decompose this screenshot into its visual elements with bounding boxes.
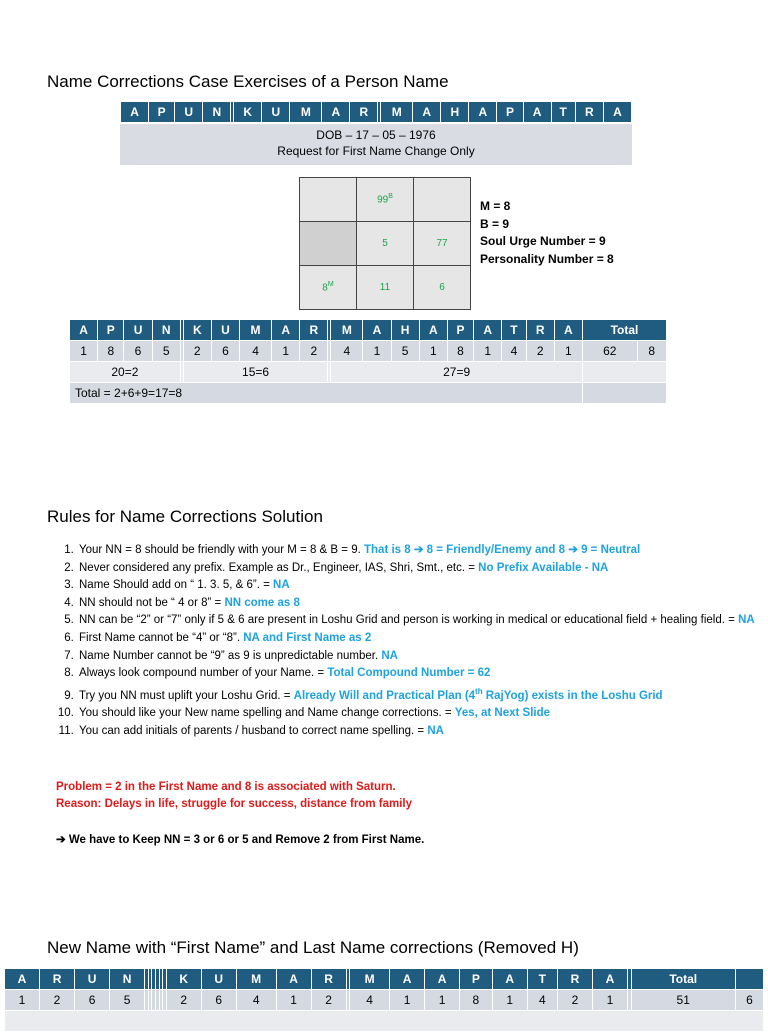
new-name-calculation-table bbox=[4, 968, 764, 1032]
value-cell: 4 bbox=[331, 341, 363, 362]
problem-note bbox=[56, 779, 412, 813]
rules-list bbox=[47, 542, 768, 740]
name-calculation-table bbox=[69, 319, 667, 404]
header-cell: A bbox=[474, 320, 502, 341]
rule-text: Name Number cannot be “9” as 9 is unpredictable number. bbox=[79, 649, 382, 662]
loshu-cell: $8^M$ bbox=[300, 266, 357, 310]
value-cell: 5 bbox=[110, 990, 145, 1011]
value-cell: 1 bbox=[554, 341, 582, 362]
value-cell: 6 bbox=[201, 990, 236, 1011]
loshu-cell bbox=[300, 178, 357, 222]
m-number: M = 8 bbox=[480, 199, 511, 213]
name-letter-cell: A bbox=[121, 102, 149, 123]
value-cell: 2 bbox=[183, 341, 211, 362]
name-letter-cell: M bbox=[381, 102, 413, 123]
rule-note: Already Will and Practical Plan (4th RajYog) exists in the Loshu Grid bbox=[293, 686, 663, 702]
name-letter-cell: P bbox=[149, 102, 175, 123]
value-cell: 2 bbox=[557, 990, 592, 1011]
rule-item bbox=[77, 595, 768, 613]
rule-note: NA and First Name as 2 bbox=[243, 631, 372, 644]
header-cell: A bbox=[276, 969, 311, 990]
rule-text: NN can be “2” or “7” only if 5 & 6 are present in Loshu Grid and person is working in medical or educational field + healing field. = bbox=[79, 614, 739, 627]
rule-text: You can add initials of parents / husband to correct name spelling. = bbox=[79, 724, 428, 737]
soul-urge-number: Soul Urge Number = 9 bbox=[480, 234, 606, 248]
value-cell: 5 bbox=[152, 341, 180, 362]
name-letter-cell: A bbox=[322, 102, 350, 123]
value-cell: 1 bbox=[5, 990, 40, 1011]
name-letter-cell: U bbox=[262, 102, 290, 123]
header-cell: H bbox=[391, 320, 419, 341]
header-cell: A bbox=[492, 969, 527, 990]
header-cell: A bbox=[390, 969, 425, 990]
new-name-title: New Name with “First Name” and Last Name corrections (Removed H) bbox=[47, 938, 579, 957]
header-cell: R bbox=[311, 969, 346, 990]
rule-note: NN come as 8 bbox=[224, 596, 300, 609]
value-cell: 4 bbox=[502, 341, 526, 362]
header-cell: R bbox=[557, 969, 592, 990]
header-cell: U bbox=[201, 969, 236, 990]
keep-note bbox=[56, 832, 424, 846]
value-cell: 1 bbox=[592, 990, 627, 1011]
name-letter-cell: P bbox=[497, 102, 523, 123]
rule-item bbox=[77, 705, 768, 723]
middle-name-sum: 15=6 bbox=[183, 362, 328, 383]
name-letter-cell: H bbox=[441, 102, 469, 123]
value-cell: 2 bbox=[40, 990, 75, 1011]
rule-text: Never considered any prefix. Example as Dr., Engineer, IAS, Shri, Smt., etc. = bbox=[79, 561, 479, 574]
problem-text: Problem = 2 in the First Name and 8 is associated with Saturn. bbox=[56, 781, 396, 793]
value-cell: 8 bbox=[460, 990, 493, 1011]
name-letter-cell: R bbox=[575, 102, 603, 123]
value-cell: 62 bbox=[582, 341, 637, 362]
value-cell: 1 bbox=[425, 990, 460, 1011]
first-name-sum: 20=2 bbox=[70, 362, 181, 383]
value-cell: 1 bbox=[363, 341, 391, 362]
value-cell: 2 bbox=[311, 990, 346, 1011]
last-name-sum: 27=9 bbox=[331, 362, 583, 383]
rule-note: That is 8 ➔ 8 = Friendly/Enemy and 8 ➔ 9 = Neutral bbox=[364, 544, 641, 556]
name-letter-cell: K bbox=[234, 102, 262, 123]
loshu-cell: $99^B$ bbox=[357, 178, 414, 222]
value-cell: 1 bbox=[70, 341, 98, 362]
header-cell: K bbox=[166, 969, 201, 990]
value-cell: 5 bbox=[391, 341, 419, 362]
rule-item bbox=[77, 542, 768, 560]
header-cell: T bbox=[527, 969, 557, 990]
rule-note: Total Compound Number = 62 bbox=[327, 667, 491, 680]
header-cell: A bbox=[419, 320, 447, 341]
keep-text: We have to Keep NN = 3 or 6 or 5 and Remove 2 from First Name. bbox=[68, 834, 425, 846]
loshu-cell: 11 bbox=[357, 266, 414, 310]
b-number: B = 9 bbox=[480, 216, 510, 231]
value-cell: 8 bbox=[447, 341, 473, 362]
value-cell: 1 bbox=[419, 341, 447, 362]
rule-note: NA bbox=[273, 579, 290, 592]
header-cell: M bbox=[350, 969, 390, 990]
rule-item bbox=[77, 723, 768, 741]
rule-item bbox=[77, 577, 768, 595]
header-cell: A bbox=[425, 969, 460, 990]
rule-item bbox=[77, 648, 768, 666]
reason-text: Reason: Delays in life, struggle for success, distance from family bbox=[56, 798, 412, 810]
header-cell: A bbox=[363, 320, 391, 341]
value-cell: 4 bbox=[236, 990, 276, 1011]
header-cell: A bbox=[272, 320, 300, 341]
rule-note: Yes, at Next Slide bbox=[454, 707, 551, 720]
rule-text: Always look compound number of your Name. = bbox=[79, 667, 328, 680]
dob-text: DOB – 17 – 05 – 1976 bbox=[316, 128, 436, 142]
rule-item bbox=[77, 612, 768, 630]
name-letter-cell: R bbox=[350, 102, 378, 123]
header-cell: R bbox=[300, 320, 328, 341]
header-cell: A bbox=[5, 969, 40, 990]
rule-text: First Name cannot be “4” or “8”. bbox=[79, 631, 244, 644]
rule-item bbox=[77, 683, 768, 705]
header-cell: P bbox=[447, 320, 473, 341]
header-cell: T bbox=[502, 320, 526, 341]
loshu-cell bbox=[300, 222, 357, 266]
value-cell: 6 bbox=[735, 990, 763, 1011]
rule-note: NA bbox=[427, 724, 444, 737]
value-cell: 2 bbox=[166, 990, 201, 1011]
rules-title: Rules for Name Corrections Solution bbox=[47, 507, 323, 526]
name-letter-cell: M bbox=[290, 102, 322, 123]
name-letter-cell: A bbox=[469, 102, 497, 123]
rule-text: Your NN = 8 should be friendly with your M = 8 & B = 9. bbox=[79, 544, 364, 556]
loshu-cell bbox=[414, 178, 471, 222]
rule-text: Name Should add on “ 1. 3. 5, & 6”. = bbox=[79, 579, 274, 592]
rule-text: Try you NN must uplift your Loshu Grid. = bbox=[79, 689, 294, 702]
number-summary bbox=[480, 198, 614, 268]
request-text: Request for First Name Change Only bbox=[277, 144, 475, 158]
value-cell: 6 bbox=[75, 990, 110, 1011]
loshu-grid bbox=[299, 177, 471, 310]
value-cell: 4 bbox=[527, 990, 557, 1011]
value-cell: 2 bbox=[526, 341, 554, 362]
header-cell: A bbox=[554, 320, 582, 341]
page-title: Name Corrections Case Exercises of a Person Name bbox=[47, 72, 449, 91]
value-cell: 4 bbox=[350, 990, 390, 1011]
value-cell: 51 bbox=[631, 990, 735, 1011]
header-cell bbox=[735, 969, 763, 990]
header-cell: R bbox=[526, 320, 554, 341]
personality-number: Personality Number = 8 bbox=[480, 251, 614, 266]
value-cell: 1 bbox=[272, 341, 300, 362]
header-cell: Total bbox=[631, 969, 735, 990]
value-cell: 8 bbox=[637, 341, 666, 362]
header-cell: P bbox=[460, 969, 493, 990]
total-line: Total = 2+6+9=17=8 bbox=[70, 383, 583, 404]
header-cell: U bbox=[211, 320, 239, 341]
header-cell: Total bbox=[582, 320, 666, 341]
rule-item bbox=[77, 665, 768, 683]
name-letter-cell: U bbox=[175, 102, 203, 123]
name-letter-cell: A bbox=[603, 102, 631, 123]
header-cell: P bbox=[98, 320, 124, 341]
rule-text: You should like your New name spelling and Name change corrections. = bbox=[79, 707, 455, 720]
header-cell: R bbox=[40, 969, 75, 990]
value-cell: 2 bbox=[300, 341, 328, 362]
rule-item bbox=[77, 630, 768, 648]
header-cell: A bbox=[70, 320, 98, 341]
value-cell: 1 bbox=[492, 990, 527, 1011]
loshu-cell: 77 bbox=[414, 222, 471, 266]
header-cell: M bbox=[236, 969, 276, 990]
rule-text: NN should not be “ 4 or 8” = bbox=[79, 596, 225, 609]
header-cell: K bbox=[183, 320, 211, 341]
rule-note: NA bbox=[381, 649, 398, 662]
value-cell: 1 bbox=[474, 341, 502, 362]
value-cell: 6 bbox=[124, 341, 152, 362]
header-cell: U bbox=[75, 969, 110, 990]
rule-item bbox=[77, 560, 768, 578]
name-letter-cell: A bbox=[413, 102, 441, 123]
header-cell: U bbox=[124, 320, 152, 341]
rule-note: NA bbox=[738, 614, 755, 627]
value-cell: 8 bbox=[98, 341, 124, 362]
name-letter-cell: N bbox=[203, 102, 231, 123]
loshu-cell: 6 bbox=[414, 266, 471, 310]
value-cell: 1 bbox=[390, 990, 425, 1011]
header-cell: A bbox=[592, 969, 627, 990]
name-letter-cell: T bbox=[551, 102, 575, 123]
value-cell: 1 bbox=[276, 990, 311, 1011]
header-cell: N bbox=[110, 969, 145, 990]
header-cell: M bbox=[331, 320, 363, 341]
arrow-right-icon: ➔ bbox=[56, 834, 66, 846]
header-cell: M bbox=[240, 320, 272, 341]
dob-info-box bbox=[120, 124, 632, 165]
header-cell: N bbox=[152, 320, 180, 341]
loshu-cell: 5 bbox=[357, 222, 414, 266]
name-letter-cell: A bbox=[523, 102, 551, 123]
value-cell: 4 bbox=[240, 341, 272, 362]
rule-note: No Prefix Available - NA bbox=[478, 561, 609, 574]
name-letter-bar bbox=[120, 101, 632, 123]
value-cell: 6 bbox=[211, 341, 239, 362]
